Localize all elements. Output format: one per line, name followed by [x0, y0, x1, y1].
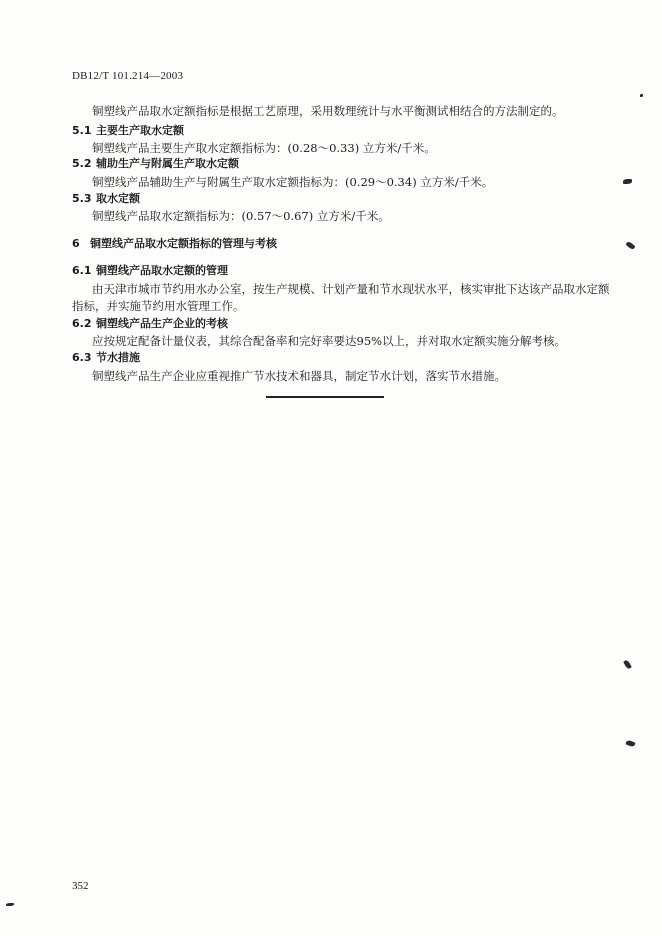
section-6-3-heading	[72, 351, 140, 365]
section-number: 6.1	[72, 264, 92, 277]
section-6-1-text-line1: 由天津市城市节约用水办公室，按生产规模、计划产量和节水现状水平，核实审批下达该产品取水定额	[92, 282, 610, 296]
section-title: 铜塑线产品取水定额的管理	[96, 264, 228, 277]
intro-paragraph: 铜塑线产品取水定额指标是根据工艺原理，采用数理统计与水平衡测试相结合的方法制定的。	[92, 104, 564, 118]
section-number: 5.3	[72, 192, 92, 205]
chapter-number: 6	[72, 237, 80, 250]
section-5-1-text: 铜塑线产品主要生产取水定额指标为：(0.28～0.33) 立方米/千米。	[92, 141, 436, 155]
scan-speck	[625, 241, 635, 251]
section-number: 5.2	[72, 157, 92, 170]
section-title: 节水措施	[96, 351, 140, 364]
end-rule	[266, 396, 384, 398]
section-6-3-text: 铜塑线产品生产企业应重视推广节水技术和器具，制定节水计划，落实节水措施。	[92, 369, 506, 383]
section-5-3-text: 铜塑线产品取水定额指标为：(0.57～0.67) 立方米/千米。	[92, 209, 390, 223]
scan-speck	[623, 659, 632, 669]
section-number: 6.3	[72, 351, 92, 364]
section-5-2-text: 铜塑线产品辅助生产与附属生产取水定额指标为：(0.29～0.34) 立方米/千米。	[92, 175, 494, 189]
chapter-title: 铜塑线产品取水定额指标的管理与考核	[90, 237, 277, 250]
section-title: 铜塑线产品生产企业的考核	[96, 317, 228, 330]
scan-speck	[6, 903, 14, 906]
section-6-1-heading	[72, 264, 228, 278]
section-5-2-heading	[72, 157, 239, 171]
section-title: 主要生产取水定额	[96, 124, 184, 137]
section-number: 6.2	[72, 317, 92, 330]
section-6-2-heading	[72, 317, 228, 331]
section-5-3-heading	[72, 192, 140, 206]
section-title: 取水定额	[96, 192, 140, 205]
section-6-1-text-line2: 指标，并实施节约用水管理工作。	[72, 299, 245, 313]
section-title: 辅助生产与附属生产取水定额	[96, 157, 239, 170]
chapter-6-heading	[72, 237, 277, 251]
section-6-2-text: 应按规定配备计量仪表，其综合配备率和完好率要达95%以上，并对取水定额实施分解考核。	[92, 334, 567, 348]
scan-speck	[640, 94, 643, 97]
section-5-1-heading	[72, 124, 184, 138]
page-number: 352	[72, 880, 89, 892]
section-number: 5.1	[72, 124, 92, 137]
scan-speck	[625, 740, 635, 748]
standard-code: DB12/T 101.214—2003	[72, 70, 184, 82]
scan-speck	[623, 179, 632, 184]
